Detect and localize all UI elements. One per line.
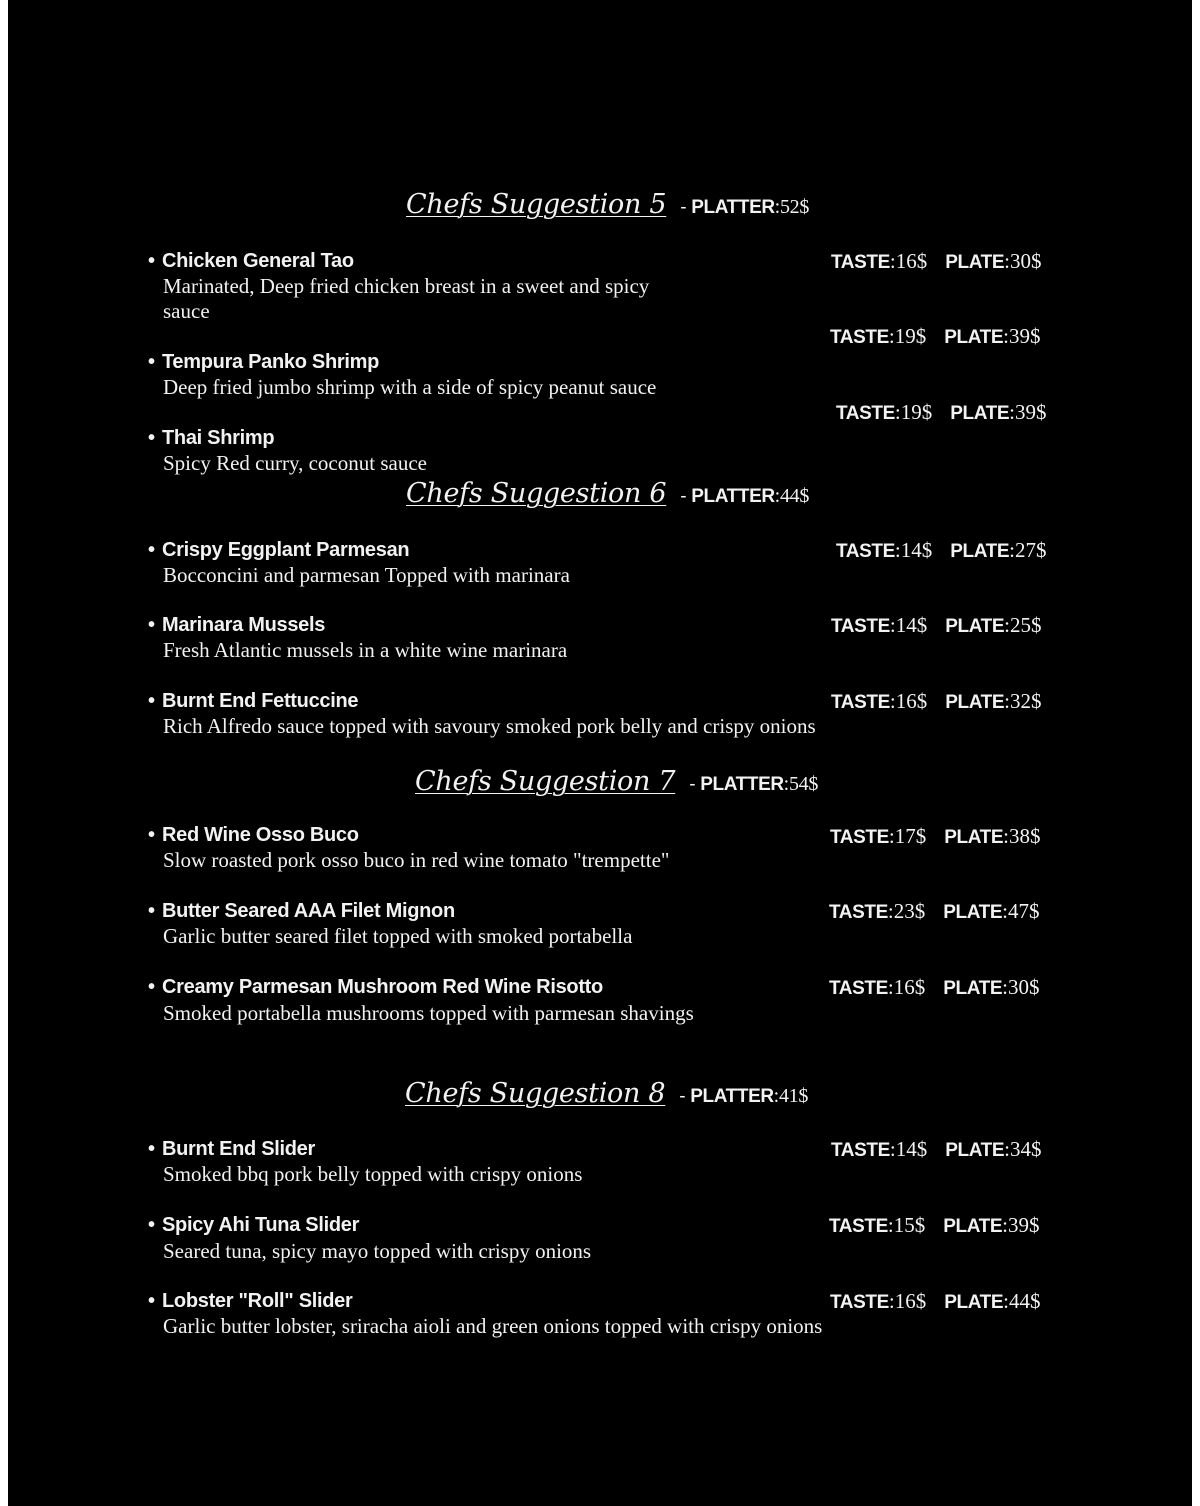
menu-item-prices: TASTE:16$ PLATE:30$ <box>831 249 1042 273</box>
section-title-text: Chefs Suggestion 7 <box>415 766 676 797</box>
plate-price: 32$ <box>1009 689 1042 713</box>
taste-price: 23$ <box>893 899 926 923</box>
taste-price: 14$ <box>895 1137 928 1161</box>
menu-item-description: Garlic butter seared filet topped with smoked portabella <box>163 924 633 948</box>
menu-item-description: Seared tuna, spicy mayo topped with crispy onions <box>163 1239 592 1263</box>
taste-price: 16$ <box>895 249 928 273</box>
menu-item-prices: TASTE:17$ PLATE:38$ <box>830 824 1041 848</box>
taste-price: 16$ <box>893 975 926 999</box>
section-title: Chefs Suggestion 7 - PLATTER:54$ <box>415 766 819 797</box>
plate-price: 39$ <box>1008 324 1041 348</box>
menu-item-description-cont: sauce <box>163 299 210 323</box>
menu-item-description: Deep fried jumbo shrimp with a side of spicy peanut sauce <box>163 375 657 399</box>
taste-price: 15$ <box>893 1213 926 1237</box>
section-title-text: Chefs Suggestion 8 <box>405 1078 666 1109</box>
menu-item-prices: TASTE:23$ PLATE:47$ <box>829 899 1040 923</box>
menu-item-description: Smoked portabella mushrooms topped with parmesan shavings <box>163 1001 694 1025</box>
section-title: Chefs Suggestion 6 - PLATTER:44$ <box>406 478 810 509</box>
platter-label: PLATTER <box>691 486 775 507</box>
taste-price: 14$ <box>900 538 933 562</box>
menu-item-name: • Burnt End Fettuccine <box>148 690 359 712</box>
menu-item-name: • Thai Shrimp <box>148 427 275 449</box>
menu-item-prices: TASTE:19$ PLATE:39$ <box>836 400 1047 424</box>
menu-item-prices: TASTE:14$ PLATE:27$ <box>836 538 1047 562</box>
plate-price: 44$ <box>1008 1289 1041 1313</box>
platter-price: 41$ <box>778 1085 809 1107</box>
menu-item-name: • Crispy Eggplant Parmesan <box>148 539 410 561</box>
menu-item-name: • Lobster "Roll" Slider <box>148 1290 353 1312</box>
plate-price: 34$ <box>1009 1137 1042 1161</box>
taste-price: 16$ <box>895 689 928 713</box>
section-title-text: Chefs Suggestion 6 <box>406 478 667 509</box>
menu-item-description: Bocconcini and parmesan Topped with marinara <box>163 563 570 587</box>
section-title: Chefs Suggestion 5 - PLATTER:52$ <box>406 189 810 220</box>
menu-item-name: • Butter Seared AAA Filet Mignon <box>148 900 455 922</box>
menu-item-description: Marinated, Deep fried chicken breast in a sweet and spicy <box>163 274 650 298</box>
taste-price: 16$ <box>894 1289 927 1313</box>
platter-label: PLATTER <box>691 197 775 218</box>
taste-price: 19$ <box>900 400 933 424</box>
plate-price: 39$ <box>1007 1213 1040 1237</box>
menu-item-prices: TASTE:15$ PLATE:39$ <box>829 1213 1040 1237</box>
section-title-text: Chefs Suggestion 5 <box>406 189 667 220</box>
menu-item-name: • Chicken General Tao <box>148 250 354 272</box>
menu-item-name: • Spicy Ahi Tuna Slider <box>148 1214 360 1236</box>
plate-price: 38$ <box>1008 824 1041 848</box>
menu-item-prices: TASTE:14$ PLATE:34$ <box>831 1137 1042 1161</box>
menu-item-name: • Marinara Mussels <box>148 614 326 636</box>
menu-item-name: • Burnt End Slider <box>148 1138 315 1160</box>
menu-item-prices: TASTE:16$ PLATE:32$ <box>831 689 1042 713</box>
taste-price: 19$ <box>894 324 927 348</box>
menu-item-name: • Creamy Parmesan Mushroom Red Wine Risotto <box>148 976 603 998</box>
menu-item-description: Spicy Red curry, coconut sauce <box>163 451 427 475</box>
platter-price: 52$ <box>779 196 810 218</box>
menu-page <box>8 0 1192 1506</box>
plate-price: 30$ <box>1009 249 1042 273</box>
platter-price: 54$ <box>788 773 819 795</box>
plate-price: 47$ <box>1007 899 1040 923</box>
menu-item-prices: TASTE:16$ PLATE:44$ <box>830 1289 1041 1313</box>
menu-item-description: Smoked bbq pork belly topped with crispy onions <box>163 1162 583 1186</box>
menu-item-description: Fresh Atlantic mussels in a white wine marinara <box>163 638 568 662</box>
section-title: Chefs Suggestion 8 - PLATTER:41$ <box>405 1078 809 1109</box>
platter-price: 44$ <box>779 485 810 507</box>
plate-price: 39$ <box>1014 400 1047 424</box>
plate-price: 25$ <box>1009 613 1042 637</box>
menu-item-description: Garlic butter lobster, sriracha aioli and green onions topped with crispy onions <box>163 1314 823 1338</box>
menu-item-name: • Tempura Panko Shrimp <box>148 351 380 373</box>
menu-item-name: • Red Wine Osso Buco <box>148 824 359 846</box>
platter-label: PLATTER <box>700 774 784 795</box>
taste-price: 14$ <box>895 613 928 637</box>
menu-item-description: Slow roasted pork osso buco in red wine tomato "trempette" <box>163 848 670 872</box>
menu-item-prices: TASTE:14$ PLATE:25$ <box>831 613 1042 637</box>
plate-price: 30$ <box>1007 975 1040 999</box>
plate-price: 27$ <box>1014 538 1047 562</box>
menu-item-prices: TASTE:16$ PLATE:30$ <box>829 975 1040 999</box>
taste-price: 17$ <box>894 824 927 848</box>
platter-label: PLATTER <box>690 1086 774 1107</box>
menu-item-prices: TASTE:19$ PLATE:39$ <box>830 324 1041 348</box>
menu-item-description: Rich Alfredo sauce topped with savoury smoked pork belly and crispy onions <box>163 714 816 738</box>
